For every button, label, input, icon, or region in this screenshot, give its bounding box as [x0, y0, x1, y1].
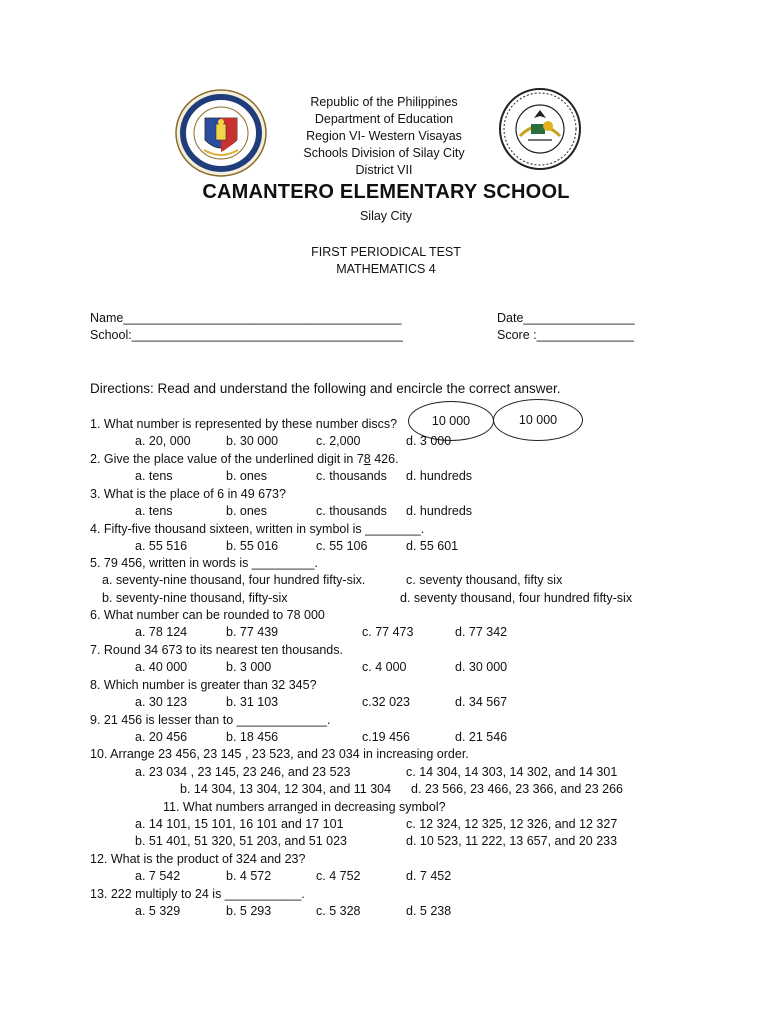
number-disc-label: 10 000: [518, 413, 558, 427]
q2-underlined-digit: 8: [363, 452, 371, 466]
school-field[interactable]: School:_______________________________________: [90, 328, 403, 342]
q7-choice-a[interactable]: a. 40 000: [135, 660, 188, 674]
q4-choice-a[interactable]: a. 55 516: [135, 539, 188, 553]
q7-choice-d[interactable]: d. 30 000: [455, 660, 508, 674]
question-7: 7. Round 34 673 to its nearest ten thousands.: [90, 643, 343, 657]
question-10: 10. Arrange 23 456, 23 145 , 23 523, and 23 034 in increasing order.: [90, 747, 469, 761]
q4-choice-b[interactable]: b. 55 016: [226, 539, 279, 553]
q11-choice-b[interactable]: b. 51 401, 51 320, 51 203, and 51 023: [135, 834, 347, 848]
q13-choice-d[interactable]: d. 5 238: [406, 904, 452, 918]
q8-choice-c[interactable]: c.32 023: [362, 695, 410, 709]
q6-choice-b[interactable]: b. 77 439: [226, 625, 279, 639]
header-line-department: Department of Education: [314, 112, 454, 126]
q5-choice-a[interactable]: a. seventy-nine thousand, four hundred fifty-six.: [102, 573, 366, 587]
q2-text: 2. Give the place value of the underlined digit in 7: [90, 452, 364, 466]
q2-text-end: 426.: [370, 452, 399, 466]
score-field[interactable]: Score :______________: [497, 328, 634, 342]
q8-choice-b[interactable]: b. 31 103: [226, 695, 279, 709]
q12-choice-b[interactable]: b. 4 572: [226, 869, 272, 883]
q6-choice-d[interactable]: d. 77 342: [455, 625, 508, 639]
name-field[interactable]: Name________________________________________: [90, 311, 402, 325]
q9-choice-c[interactable]: c.19 456: [362, 730, 410, 744]
q11-choice-a[interactable]: a. 14 101, 15 101, 16 101 and 17 101: [135, 817, 344, 831]
question-12: 12. What is the product of 324 and 23?: [90, 852, 306, 866]
number-disc-label: 10 000: [431, 414, 471, 428]
school-city: Silay City: [359, 209, 413, 223]
school-name: CAMANTERO ELEMENTARY SCHOOL: [202, 181, 570, 203]
question-2: [90, 451, 399, 468]
q2-choice-b[interactable]: b. ones: [226, 469, 268, 483]
q12-choice-d[interactable]: d. 7 452: [406, 869, 452, 883]
q7-choice-c[interactable]: c. 4 000: [362, 660, 407, 674]
q5-choice-d[interactable]: d. seventy thousand, four hundred fifty-six: [400, 591, 633, 605]
q5-choice-c[interactable]: c. seventy thousand, fifty six: [406, 573, 563, 587]
number-disc: [493, 399, 583, 441]
question-5: 5. 79 456, written in words is _________.: [90, 556, 318, 570]
q4-choice-d[interactable]: d. 55 601: [406, 539, 459, 553]
q3-choice-c[interactable]: c. thousands: [316, 504, 387, 518]
q1-choice-c[interactable]: c. 2,000: [316, 434, 361, 448]
question-13: 13. 222 multiply to 24 is ___________.: [90, 887, 305, 901]
test-subject: MATHEMATICS 4: [336, 262, 436, 276]
q5-choice-b[interactable]: b. seventy-nine thousand, fifty-six: [102, 591, 288, 605]
q2-choice-c[interactable]: c. thousands: [316, 469, 387, 483]
q7-choice-b[interactable]: b. 3 000: [226, 660, 272, 674]
test-title: FIRST PERIODICAL TEST: [311, 245, 461, 259]
q3-choice-d[interactable]: d. hundreds: [406, 504, 473, 518]
date-field[interactable]: Date________________: [497, 311, 635, 325]
q6-choice-a[interactable]: a. 78 124: [135, 625, 188, 639]
q1-choice-a[interactable]: a. 20, 000: [135, 434, 191, 448]
header-line-region: Region VI- Western Visayas: [306, 129, 462, 143]
q2-choice-a[interactable]: a. tens: [135, 469, 173, 483]
question-11: 11. What numbers arranged in decreasing symbol?: [163, 800, 446, 814]
q13-choice-c[interactable]: c. 5 328: [316, 904, 361, 918]
q11-choice-c[interactable]: c. 12 324, 12 325, 12 326, and 12 327: [406, 817, 618, 831]
q13-choice-b[interactable]: b. 5 293: [226, 904, 272, 918]
q10-choice-d[interactable]: d. 23 566, 23 466, 23 366, and 23 266: [411, 782, 623, 796]
q11-choice-d[interactable]: d. 10 523, 11 222, 13 657, and 20 233: [406, 834, 618, 848]
question-3: 3. What is the place of 6 in 49 673?: [90, 487, 286, 501]
question-4: 4. Fifty-five thousand sixteen, written in symbol is ________.: [90, 522, 425, 536]
q10-choice-c[interactable]: c. 14 304, 14 303, 14 302, and 14 301: [406, 765, 618, 779]
question-6: 6. What number can be rounded to 78 000: [90, 608, 325, 622]
q1-choice-b[interactable]: b. 30 000: [226, 434, 279, 448]
q9-choice-d[interactable]: d. 21 546: [455, 730, 508, 744]
q9-choice-b[interactable]: b. 18 456: [226, 730, 279, 744]
q10-choice-a[interactable]: a. 23 034 , 23 145, 23 246, and 23 523: [135, 765, 351, 779]
q10-choice-b[interactable]: b. 14 304, 13 304, 12 304, and 11 304: [180, 782, 392, 796]
q1-choice-d[interactable]: d. 3 000: [406, 434, 452, 448]
q6-choice-c[interactable]: c. 77 473: [362, 625, 414, 639]
question-1: 1. What number is represented by these number discs?: [90, 417, 398, 431]
q12-choice-c[interactable]: c. 4 752: [316, 869, 361, 883]
q3-choice-b[interactable]: b. ones: [226, 504, 268, 518]
question-8: 8. Which number is greater than 32 345?: [90, 678, 317, 692]
q2-choice-d[interactable]: d. hundreds: [406, 469, 473, 483]
q13-choice-a[interactable]: a. 5 329: [135, 904, 181, 918]
header-line-republic: Republic of the Philippines: [310, 95, 458, 109]
q3-choice-a[interactable]: a. tens: [135, 504, 173, 518]
header-block: [234, 94, 534, 179]
question-9: 9. 21 456 is lesser than to _____________.: [90, 713, 331, 727]
q4-choice-c[interactable]: c. 55 106: [316, 539, 368, 553]
directions-text: Directions: Read and understand the following and encircle the correct answer.: [90, 381, 561, 396]
q9-choice-a[interactable]: a. 20 456: [135, 730, 188, 744]
q8-choice-d[interactable]: d. 34 567: [455, 695, 508, 709]
q8-choice-a[interactable]: a. 30 123: [135, 695, 188, 709]
header-line-district: District VII: [355, 163, 413, 177]
q12-choice-a[interactable]: a. 7 542: [135, 869, 181, 883]
header-line-division: Schools Division of Silay City: [303, 146, 465, 160]
